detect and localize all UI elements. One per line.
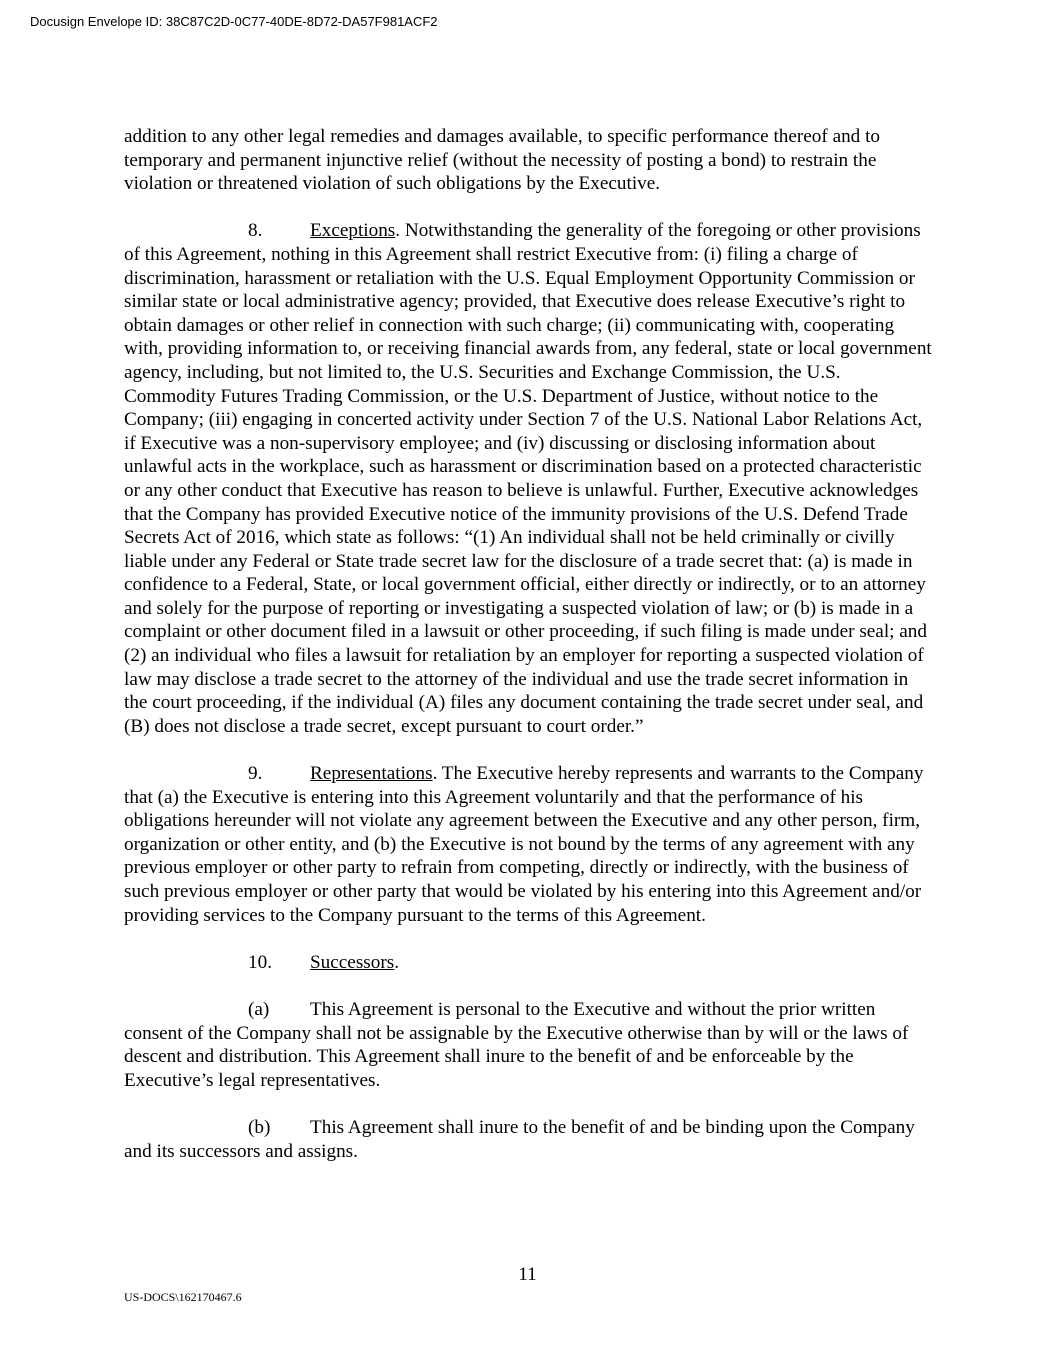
section-10b-number: (b) — [248, 1116, 271, 1138]
document-id: US-DOCS\162170467.6 — [124, 1290, 242, 1304]
document-body — [124, 125, 932, 1187]
section-9-text: . The Executive hereby represents and warrants to the Company that (a) the Executive is entering into this Agreement voluntarily and that the performance of his obligations hereunder will not violate any agreement between the Executive and any other person, firm, organization or other entity, and (b) the Executive is not bound by the terms of any agreement with any previous employer or other party to refrain from competing, directly or indirectly, with the business of such previous employer or other party that would be violated by his entering into this Agreement and/or providing services to the Company pursuant to the terms of this Agreement. — [124, 763, 924, 926]
section-8-number: 8. — [248, 220, 263, 242]
envelope-id: Docusign Envelope ID: 38C87C2D-0C77-40DE-8D72-DA57F981ACF2 — [30, 14, 438, 29]
section-10-number: 10. — [248, 951, 272, 973]
section-8-text: . Notwithstanding the generality of the foregoing or other provisions of this Agreement, nothing in this Agreement shall restrict Executive from: (i) filing a charge of discrimination, harassment or retaliation with the U.S. Equal Employment Opportunity Commission or similar state or local administrative agency; provided, that Executive does release Executive’s right to obtain damages or other relief in connection with such charge; (ii) communicating with, cooperating with, providing information to, or receiving financial awards from, any federal, state or local government agency, including, but not limited to, the U.S. Securities and Exchange Commission, the U.S. Commodity Futures Trading Commission, or the U.S. Department of Justice, without notice to the Company; (iii) engaging in concerted activity under Section 7 of the U.S. National Labor Relations Act, if Executive was a non-supervisory employee; and (iv) discussing or disclosing information about unlawful acts in the workplace, such as harassment or discrimination based on a protected characteristic or any other conduct that Executive has reason to believe is unlawful. Further, Executive acknowledges that the Company has provided Executive notice of the immunity provisions of the U.S. Defend Trade Secrets Act of 2016, which state as follows: “(1) An individual shall not be held criminally or civilly liable under any Federal or State trade secret law for the disclosure of a trade secret that: (a) is made in confidence to a Federal, State, or local government official, either directly or indirectly, or to an attorney and solely for the purpose of reporting or investigating a suspected violation of law; or (b) is made in a complaint or other document filed in a lawsuit or other proceeding, if such filing is made under seal; and (2) an individual who files a lawsuit for retaliation by an employer for reporting a suspected violation of law may disclose a trade secret to the attorney of the individual and use the trade secret information in the court proceeding, if the individual (A) files any document containing the trade secret under seal, and (B) does not disclose a trade secret, except pursuant to court order.” — [124, 220, 932, 737]
section-10b-text: This Agreement shall inure to the benefit of and be binding upon the Company and its successors and assigns. — [124, 1116, 915, 1162]
section-10a-text: This Agreement is personal to the Executive and without the prior written consent of the Company shall not be assignable by the Executive otherwise than by will or the laws of descent and distribution. This Agreement shall inure to the benefit of and be enforceable by the Executive’s legal representatives. — [124, 998, 909, 1091]
section-10a-number: (a) — [248, 998, 270, 1020]
page-number: 11 — [518, 1264, 537, 1285]
section-9-heading: Representations — [310, 763, 433, 785]
continuation-paragraph: addition to any other legal remedies and damages available, to specific performance thereof and to temporary and permanent injunctive relief (without the necessity of posting a bond) to restrain the violation or threatened violation of such obligations by the Executive. — [124, 126, 880, 195]
section-8-heading: Exceptions — [310, 220, 396, 242]
section-9-paragraph — [124, 762, 932, 927]
section-10-heading: Successors — [310, 951, 395, 973]
section-10a-paragraph — [124, 998, 932, 1092]
section-10-paragraph — [124, 951, 932, 975]
section-8-paragraph — [124, 219, 932, 738]
section-9-number: 9. — [248, 763, 263, 785]
section-10-text: . — [394, 951, 399, 973]
section-10b-paragraph — [124, 1116, 932, 1163]
